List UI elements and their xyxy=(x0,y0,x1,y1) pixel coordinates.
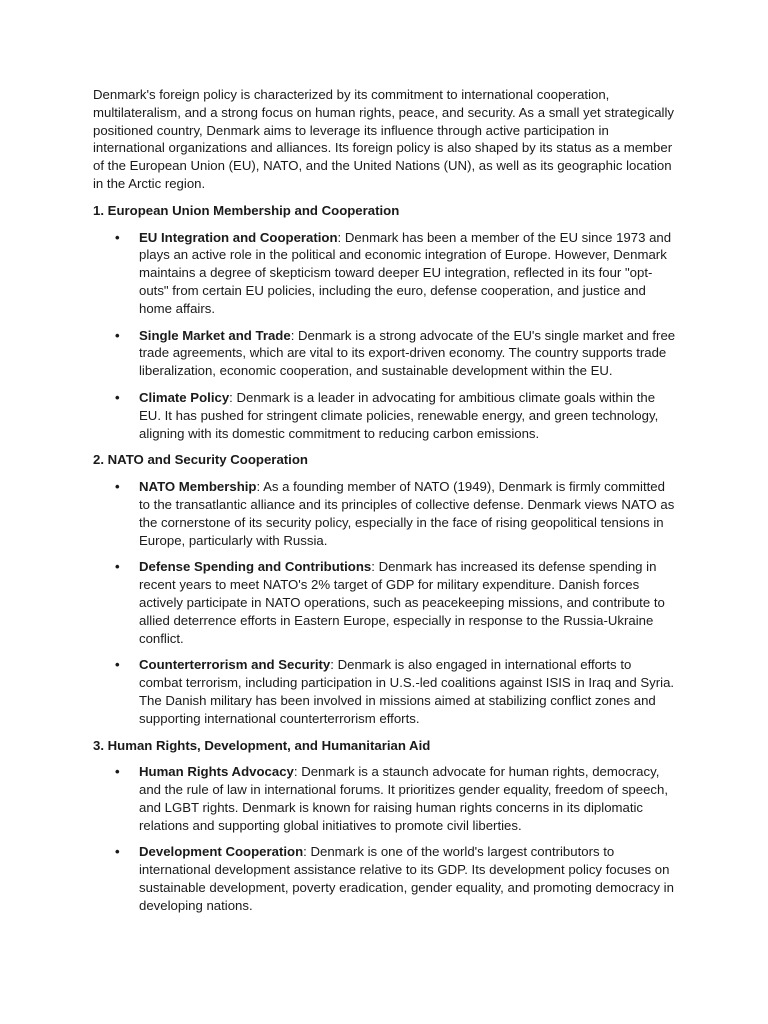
bullet-term: Development Cooperation xyxy=(139,844,304,860)
bullet-dot-icon: • xyxy=(115,559,120,575)
bullet-term: Human Rights Advocacy xyxy=(139,764,294,780)
bullet-list xyxy=(93,763,678,914)
bullet-item xyxy=(93,656,678,727)
bullet-term: Counterterrorism and Security xyxy=(139,657,331,673)
bullet-list xyxy=(93,229,678,443)
bullet-text: : As a founding member of NATO (1949), Denmark is firmly committed to the transatlantic alliance and its principles of collective defense. Denmark views NATO as the cornerstone of its security policy, especially in the face of rising geopolitical tensions in Europe, particularly with Russia. xyxy=(139,479,675,548)
bullet-text: : Denmark has increased its defense spending in recent years to meet NATO's 2% target of GDP for military expenditure. Danish forces actively participate in NATO operations, such as peacekeeping missions, and contribute to allied deterrence efforts in Eastern Europe, especially in response to the Russia-Ukraine conflict. xyxy=(139,559,665,646)
bullet-dot-icon: • xyxy=(115,844,120,860)
bullet-term: Single Market and Trade xyxy=(139,327,291,343)
bullet-dot-icon: • xyxy=(115,479,120,495)
section-heading: 1. European Union Membership and Cooperation xyxy=(93,202,400,218)
bullet-text: : Denmark has been a member of the EU since 1973 and plays an active role in the political and economic integration of Europe. However, Denmark maintains a degree of skepticism toward deeper EU integration, reflected in its four "opt-outs" from certain EU policies, including the euro, defense cooperation, and justice and home affairs. xyxy=(139,229,672,316)
bullet-dot-icon: • xyxy=(115,389,120,405)
bullet-text: : Denmark is a strong advocate of the EU's single market and free trade agreements, which are vital to its export-driven economy. The country supports trade liberalization, economic cooperation, and sustainable development within the EU. xyxy=(139,327,676,379)
bullet-item xyxy=(93,478,678,549)
section-nato xyxy=(93,451,678,727)
bullet-list xyxy=(93,478,678,727)
bullet-item xyxy=(93,229,678,318)
bullet-text: : Denmark is one of the world's largest contributors to international development assistance relative to its GDP. Its development policy focuses on sustainable development, poverty eradication, gender equality, and promoting democracy in developing nations. xyxy=(139,844,674,913)
bullet-text: : Denmark is a staunch advocate for human rights, democracy, and the rule of law in international forums. It prioritizes gender equality, freedom of speech, and LGBT rights. Denmark is known for raising human rights concerns in its diplomatic relations and supporting global initiatives to promote civil liberties. xyxy=(139,764,669,833)
section-human-rights xyxy=(93,737,678,915)
bullet-term: EU Integration and Cooperation xyxy=(139,229,338,245)
bullet-dot-icon: • xyxy=(115,764,120,780)
bullet-dot-icon: • xyxy=(115,327,120,343)
bullet-term: Defense Spending and Contributions xyxy=(139,559,372,575)
section-heading: 3. Human Rights, Development, and Humanitarian Aid xyxy=(93,737,431,753)
intro-paragraph: Denmark's foreign policy is characterized by its commitment to international cooperation, multilateralism, and a strong focus on human rights, peace, and security. As a small yet strategically positioned country, Denmark aims to leverage its influence through active participation in international organizations and alliances. Its foreign policy is also shaped by its status as a member of the European Union (EU), NATO, and the United Nations (UN), as well as its geographic location in the Arctic region. xyxy=(93,87,675,191)
bullet-term: Climate Policy xyxy=(139,389,230,405)
bullet-dot-icon: • xyxy=(115,229,120,245)
bullet-dot-icon: • xyxy=(115,657,120,673)
section-heading: 2. NATO and Security Cooperation xyxy=(93,452,308,468)
section-eu xyxy=(93,202,678,443)
bullet-term: NATO Membership xyxy=(139,479,257,495)
document-page xyxy=(93,86,678,924)
bullet-item xyxy=(93,763,678,834)
bullet-item xyxy=(93,389,678,442)
bullet-text: : Denmark is also engaged in international efforts to combat terrorism, including participation in U.S.-led coalitions against ISIS in Iraq and Syria. The Danish military has been involved in missions aimed at stabilizing conflict zones and supporting international counterterrorism efforts. xyxy=(139,657,675,726)
bullet-item xyxy=(93,558,678,647)
bullet-item xyxy=(93,327,678,380)
bullet-text: : Denmark is a leader in advocating for ambitious climate goals within the EU. It has pushed for stringent climate policies, renewable energy, and green technology, aligning with its domestic commitment to reducing carbon emissions. xyxy=(139,389,659,441)
bullet-item xyxy=(93,843,678,914)
